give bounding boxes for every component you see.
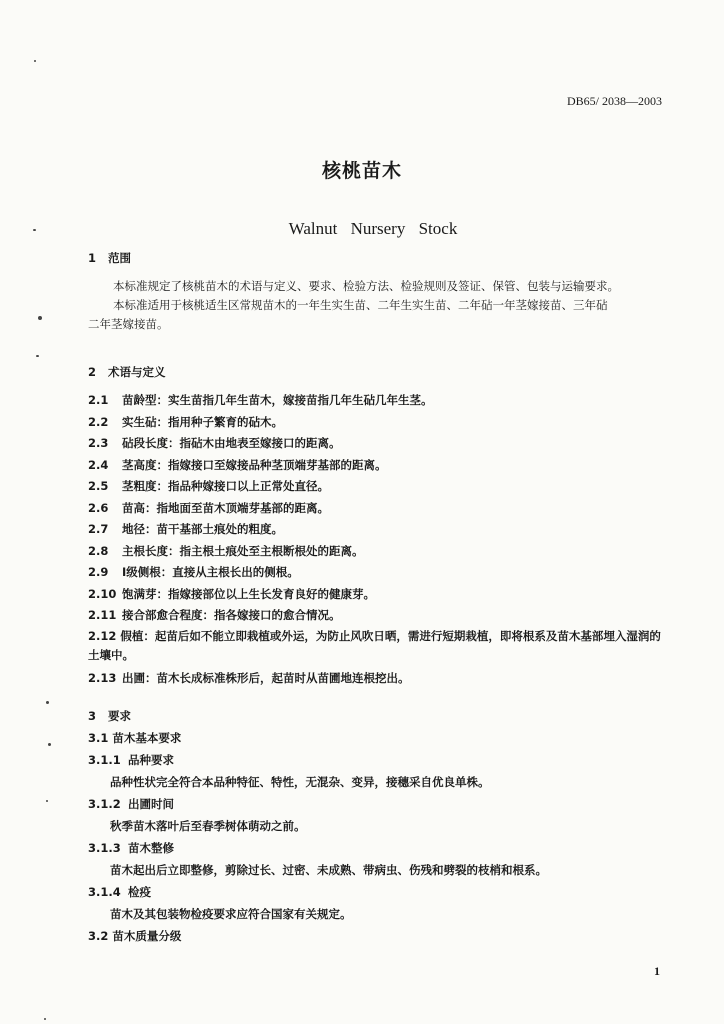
section-title: 要求: [108, 709, 131, 723]
term-text: Ⅰ级侧根：直接从主根长出的侧根。: [122, 565, 299, 579]
page-number: 1: [654, 964, 660, 978]
scope-paragraph-2-line-1: 本标准适用于核桃适生区常规苗木的一年生实生苗、二年生实生苗、二年砧一年茎嫁接苗、三年砧: [113, 298, 608, 312]
term-item: [88, 670, 410, 686]
subsection-title: 品种要求: [128, 753, 174, 767]
subsection-heading: [88, 752, 174, 768]
subsection-title: 检疫: [128, 885, 151, 899]
term-item-heeling-in: 2.12 假植：起苗后如不能立即栽植或外运，为防止风吹日晒，需进行短期栽植，即将根系及苗木基部埋入湿润的土壤中。: [88, 629, 661, 662]
section-heading-requirements: [88, 708, 131, 724]
term-text: 苗高：指地面至苗木顶端芽基部的距离。: [122, 501, 329, 515]
term-number: 2.10: [88, 587, 117, 601]
scan-speck: [36, 355, 39, 357]
scan-speck: [46, 800, 48, 802]
section-number: 1: [88, 251, 97, 265]
section-title: 范围: [108, 251, 131, 265]
subsection-number: 3.1.2: [88, 797, 121, 811]
scan-speck: [38, 316, 42, 320]
term-text: 出圃：苗木长成标准株形后，起苗时从苗圃地连根挖出。: [122, 671, 410, 685]
subsection-title: 苗木质量分级: [112, 929, 182, 943]
scope-paragraph-2-line-2: 二年茎嫁接苗。: [88, 317, 169, 331]
standard-number: DB65/ 2038—2003: [566, 94, 662, 108]
term-text: 主根长度：指主根土痕处至主根断根处的距离。: [122, 544, 364, 558]
subsection-text: 秋季苗木落叶后至春季树体萌动之前。: [110, 819, 306, 833]
scan-speck: [34, 60, 36, 62]
subsection-text: 苗木及其包装物检疫要求应符合国家有关规定。: [110, 907, 352, 921]
scope-paragraph-1: 本标准规定了核桃苗木的术语与定义、要求、检验方法、检验规则及签证、保管、包装与运输要求。: [113, 279, 619, 293]
term-item: [88, 392, 433, 408]
subsection-number: 3.2: [88, 929, 109, 943]
section-title: 术语与定义: [108, 365, 166, 379]
term-item: [88, 457, 387, 473]
subsection-number: 3.1.1: [88, 753, 121, 767]
subsection-heading: [88, 730, 181, 746]
term-number: 2.4: [88, 458, 109, 472]
scan-speck: [44, 1018, 46, 1020]
term-text: 苗龄型：实生苗指几年生苗木，嫁接苗指几年生砧几年生茎。: [122, 393, 433, 407]
subsection-number: 3.1.4: [88, 885, 121, 899]
term-number: 2.8: [88, 544, 109, 558]
term-item: [88, 435, 341, 451]
document-title: 核桃苗木: [321, 160, 402, 182]
term-text: 砧段长度：指砧木由地表至嫁接口的距离。: [122, 436, 341, 450]
term-item: [88, 564, 299, 580]
term-text: 接合部愈合程度：指各嫁接口的愈合情况。: [122, 608, 341, 622]
term-number: 2.2: [88, 415, 109, 429]
term-item: [88, 478, 329, 494]
term-text: 饱满芽：指嫁接部位以上生长发育良好的健康芽。: [122, 587, 375, 601]
scan-speck: [46, 701, 49, 704]
subsection-number: 3.1: [88, 731, 109, 745]
section-heading-scope: [88, 250, 131, 266]
term-number: 2.1: [88, 393, 109, 407]
term-number: 2.5: [88, 479, 109, 493]
term-number: 2.13: [88, 671, 117, 685]
section-number: 2: [88, 365, 97, 379]
term-number: 2.9: [88, 565, 109, 579]
section-heading-terms: [88, 364, 166, 380]
subsection-text: 品种性状完全符合本品种特征、特性，无混杂、变异，接穗采自优良单株。: [110, 775, 490, 789]
term-number: 2.7: [88, 522, 109, 536]
term-number: 2.3: [88, 436, 109, 450]
term-item: [88, 543, 364, 559]
term-number: 2.6: [88, 501, 109, 515]
subsection-title: 出圃时间: [128, 797, 174, 811]
term-number: 2.11: [88, 608, 117, 622]
term-item: [88, 586, 375, 602]
term-text: 茎粗度：指品种嫁接口以上正常处直径。: [122, 479, 329, 493]
term-item: [88, 500, 329, 516]
subsection-number: 3.1.3: [88, 841, 121, 855]
document-title-english: Walnut Nursery Stock: [288, 219, 458, 238]
term-text: 实生砧：指用种子繁育的砧木。: [122, 415, 283, 429]
term-text: 茎高度：指嫁接口至嫁接品种茎顶端芽基部的距离。: [122, 458, 387, 472]
subsection-text: 苗木起出后立即整修，剪除过长、过密、未成熟、带病虫、伤残和劈裂的枝梢和根系。: [110, 863, 547, 877]
scan-speck: [48, 743, 51, 746]
subsection-heading: [88, 884, 151, 900]
term-text: 地径：苗干基部土痕处的粗度。: [122, 522, 283, 536]
term-item: [88, 414, 283, 430]
term-item: [88, 607, 341, 623]
subsection-heading: [88, 840, 174, 856]
subsection-title: 苗木基本要求: [112, 731, 182, 745]
section-number: 3: [88, 709, 97, 723]
subsection-heading: [88, 796, 174, 812]
subsection-title: 苗木整修: [128, 841, 174, 855]
term-item: [88, 521, 283, 537]
subsection-heading: [88, 928, 181, 944]
